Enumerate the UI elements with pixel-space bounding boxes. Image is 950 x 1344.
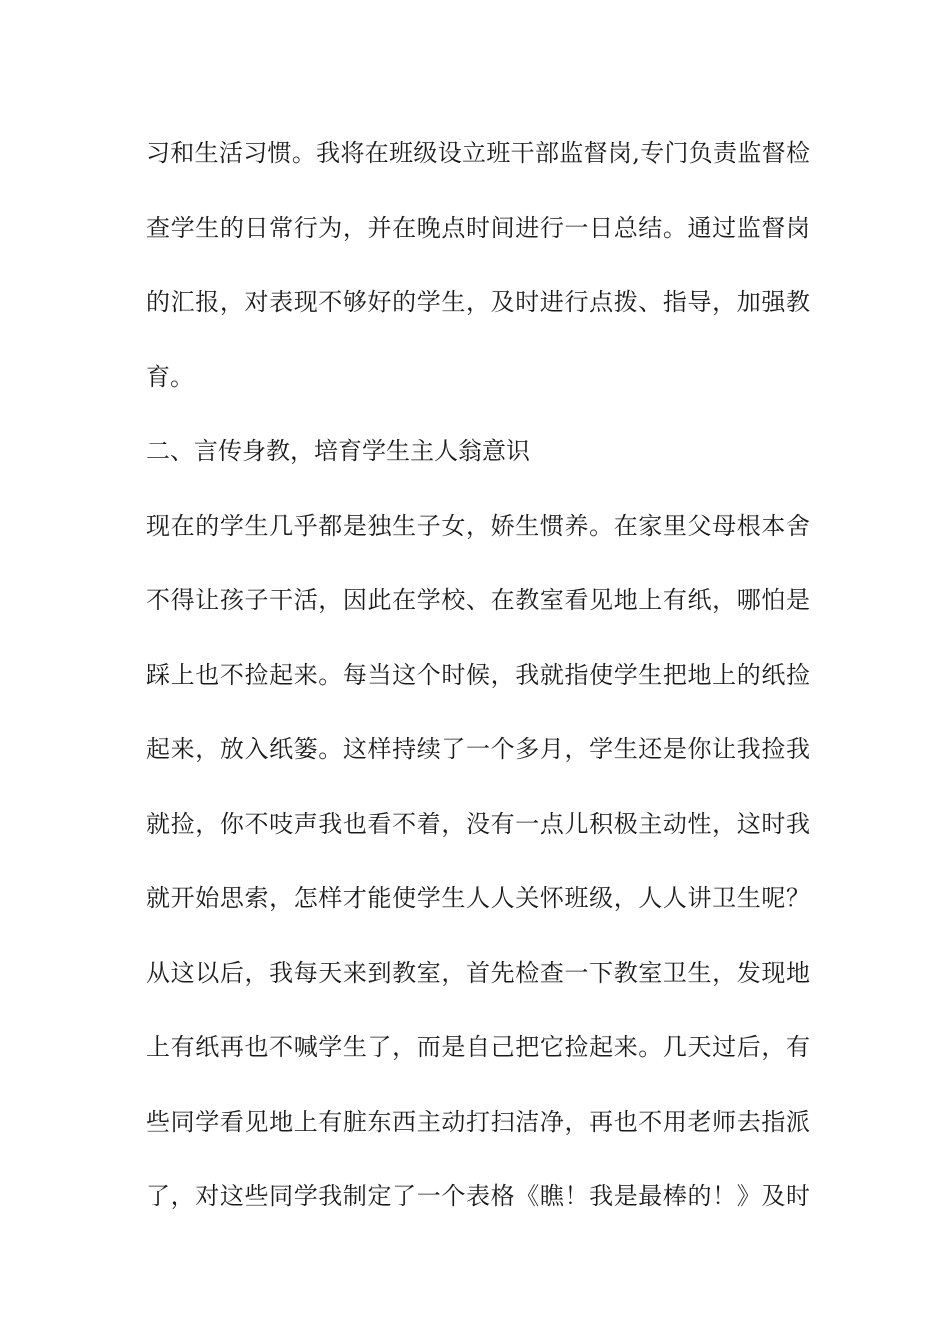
text-line: 起来，放入纸篓。这样持续了一个多月，学生还是你让我捡我 (146, 735, 810, 763)
body-text (146, 133, 810, 1251)
text-line: 踩上也不捡起来。每当这个时候，我就指使学生把地上的纸捡 (146, 660, 810, 689)
section-heading: 二、言传身教，培育学生主人翁意识 (146, 437, 530, 465)
text-line: 的汇报，对表现不够好的学生，及时进行点拨、指导，加强教 (146, 288, 810, 316)
text-line: 习和生活习惯。我将在班级设立班干部监督岗,专门负责监督检 (146, 139, 810, 167)
text-line: 现在的学生几乎都是独生子女，娇生惯养。在家里父母根本舍 (146, 511, 810, 540)
text-line: 查学生的日常行为，并在晚点时间进行一日总结。通过监督岗 (146, 213, 810, 242)
text-line: 就捡，你不吱声我也看不着，没有一点儿积极主动性，这时我 (146, 809, 810, 838)
text-line: 了，对这些同学我制定了一个表格《瞧！我是最棒的！》及时 (146, 1182, 810, 1210)
text-line: 上有纸再也不喊学生了，而是自己把它捡起来。几天过后，有 (146, 1033, 810, 1061)
text-line: 些同学看见地上有脏东西主动打扫洁净，再也不用老师去指派 (146, 1107, 810, 1136)
text-line: 不得让孩子干活，因此在学校、在教室看见地上有纸，哪怕是 (146, 586, 810, 614)
text-line: 就开始思索，怎样才能使学生人人关怀班级，人人讲卫生呢？ (146, 884, 810, 912)
text-line: 从这以后，我每天来到教室，首先检查一下教室卫生，发现地 (146, 958, 810, 987)
text-line: 育。 (146, 362, 194, 391)
